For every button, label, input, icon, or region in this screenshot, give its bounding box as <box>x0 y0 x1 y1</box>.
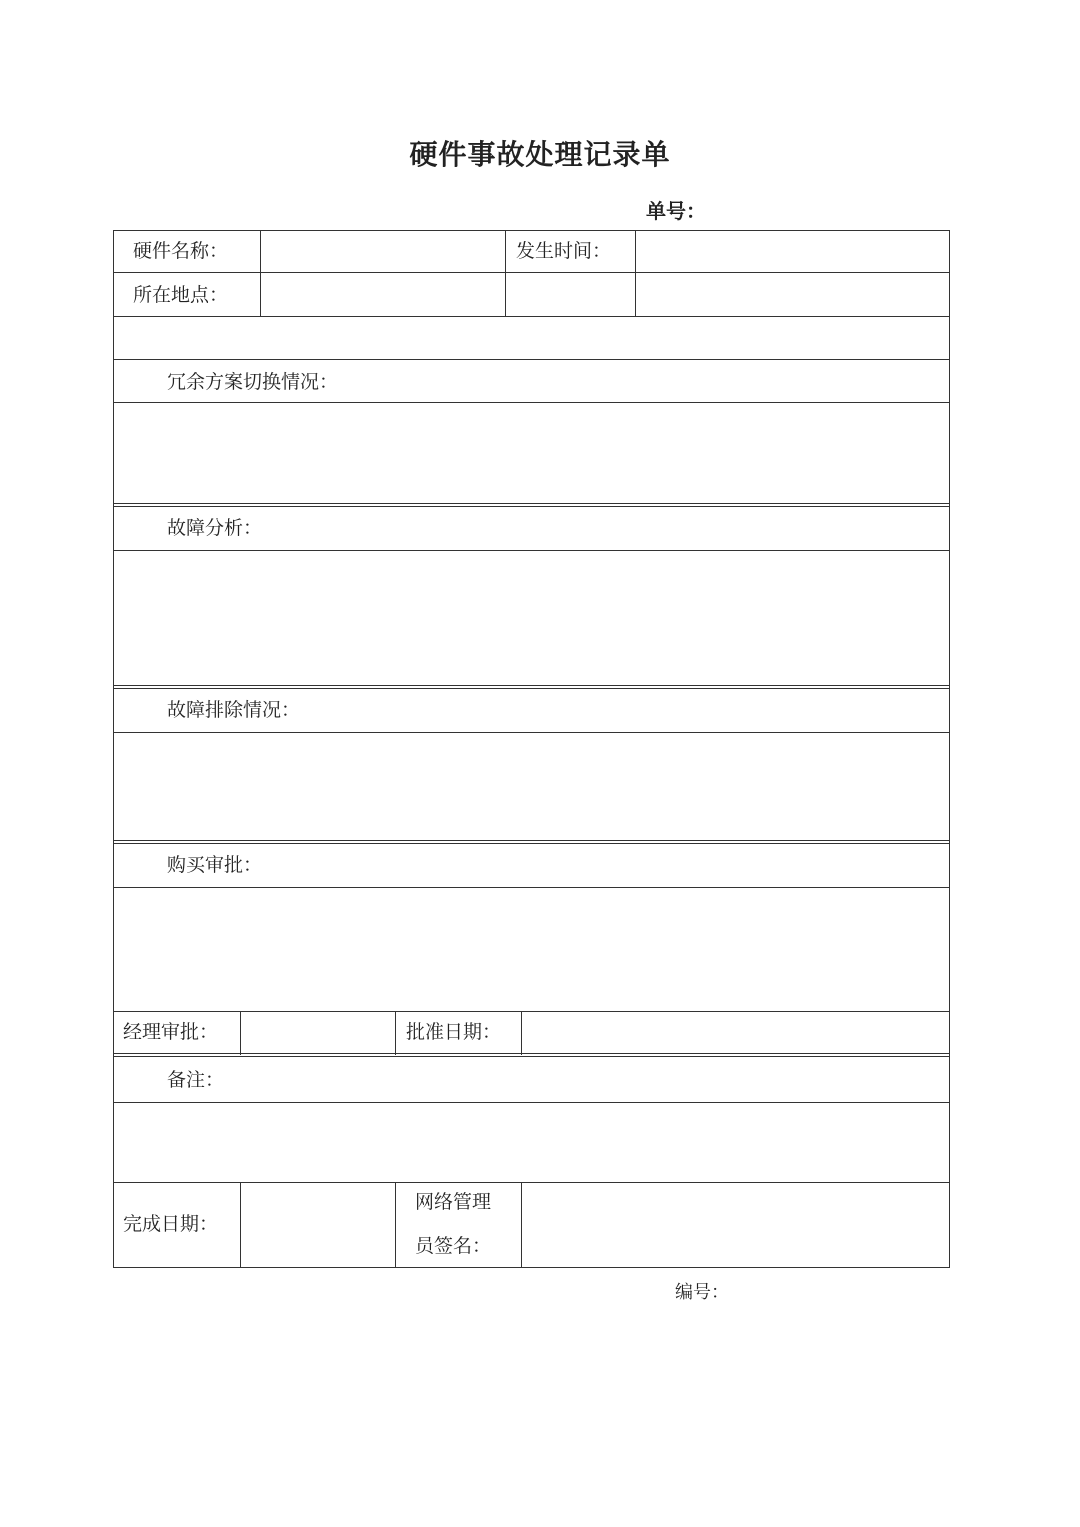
section-double-divider <box>113 685 950 689</box>
form-title: 硬件事故处理记录单 <box>409 138 671 171</box>
fault-analysis-label: 故障分析： <box>167 517 263 539</box>
hardware-name-field[interactable] <box>261 231 505 272</box>
section-double-divider <box>113 840 950 844</box>
column-divider <box>395 1182 396 1268</box>
location-field[interactable] <box>261 273 505 316</box>
purchase-approval-label: 购买审批： <box>167 854 263 876</box>
blank-row-field[interactable] <box>114 317 949 359</box>
row-divider <box>113 359 950 360</box>
completion-date-field[interactable] <box>241 1183 395 1267</box>
approval-date-label: 批准日期： <box>406 1021 502 1043</box>
purchase-approval-field[interactable] <box>114 888 949 1011</box>
occurrence-time-field[interactable] <box>636 231 949 272</box>
redundancy-switch-field[interactable] <box>114 403 949 503</box>
code-number-label: 编号： <box>675 1282 729 1303</box>
troubleshooting-field[interactable] <box>114 733 949 840</box>
approval-date-field[interactable] <box>522 1012 949 1053</box>
table-bottom-border <box>113 1267 950 1268</box>
remarks-field[interactable] <box>114 1103 949 1182</box>
admin-signature-field[interactable] <box>522 1183 949 1267</box>
fault-analysis-field[interactable] <box>114 551 949 685</box>
manager-approval-label: 经理审批： <box>123 1021 219 1043</box>
location-detail-field[interactable] <box>636 273 949 316</box>
manager-approval-field[interactable] <box>241 1012 395 1053</box>
completion-date-label: 完成日期： <box>123 1213 219 1235</box>
location-label: 所在地点： <box>133 284 229 306</box>
admin-signature-label-line1: 网络管理 <box>415 1191 492 1213</box>
occurrence-time-label: 发生时间： <box>516 240 612 262</box>
column-divider <box>395 1011 396 1055</box>
admin-signature-label-line2: 员签名： <box>415 1235 492 1257</box>
hardware-name-label: 硬件名称： <box>133 240 229 262</box>
table-right-border <box>949 230 950 1268</box>
section-double-divider <box>113 1053 950 1057</box>
section-double-divider <box>113 503 950 507</box>
location-extra-field[interactable] <box>506 273 635 316</box>
remarks-label: 备注： <box>167 1069 225 1091</box>
redundancy-switch-label: 冗余方案切换情况： <box>167 371 339 393</box>
troubleshooting-label: 故障排除情况： <box>167 699 301 721</box>
order-number-label: 单号： <box>646 199 706 223</box>
